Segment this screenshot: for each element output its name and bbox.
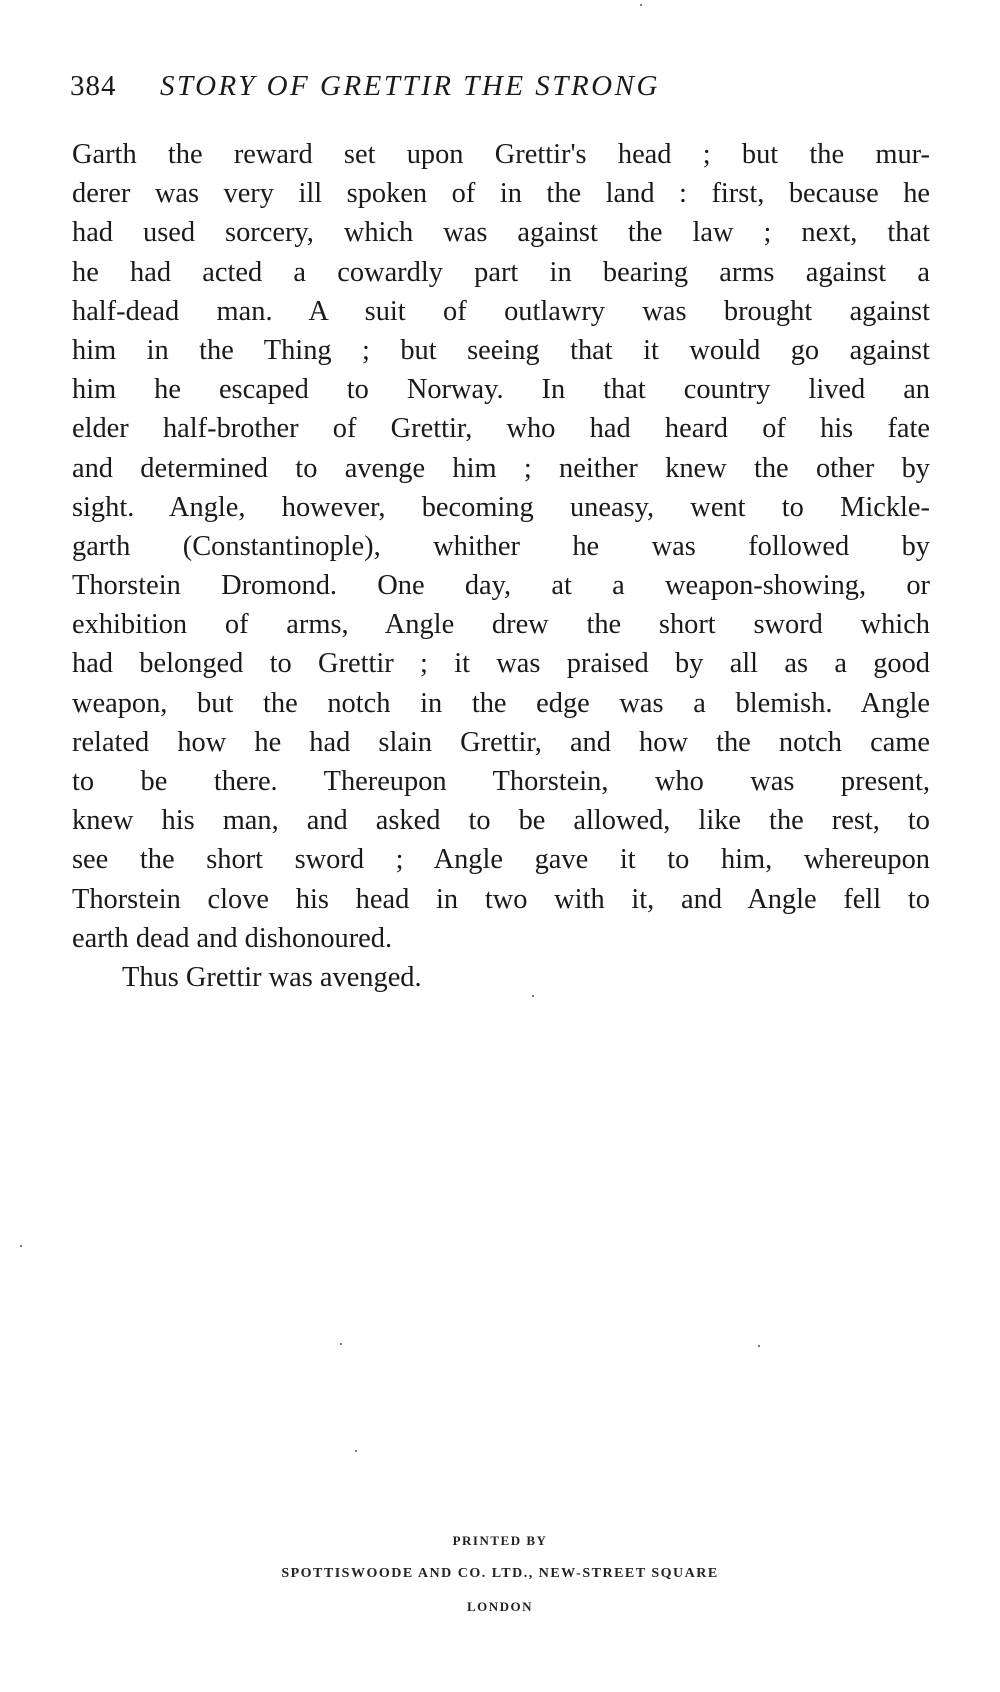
text-line: Thorstein Dromond. One day, at a weapon-showing, or: [72, 570, 930, 602]
scan-speck: [20, 1245, 22, 1247]
text-line: sight. Angle, however, becoming uneasy, went to Mickle-: [72, 491, 930, 523]
text-line: Thorstein clove his head in two with it, and Angle fell to: [72, 883, 930, 915]
text-line: exhibition of arms, Angle drew the short sword which: [72, 609, 930, 641]
imprint-printer: SPOTTISWOODE AND CO. LTD., NEW-STREET SQUARE: [281, 1566, 719, 1581]
scan-speck: [355, 1450, 357, 1452]
body-text: [72, 135, 930, 997]
text-line: knew his man, and asked to be allowed, like the rest, to: [72, 805, 930, 837]
page-number: 384: [70, 70, 117, 102]
scan-speck: [640, 4, 642, 6]
text-line: him he escaped to Norway. In that country lived an: [72, 374, 930, 406]
text-line: see the short sword ; Angle gave it to him, whereupon: [72, 844, 930, 876]
scan-speck: [532, 995, 534, 997]
running-title: STORY OF GRETTIR THE STRONG: [160, 70, 660, 102]
text-line: he had acted a cowardly part in bearing arms against a: [72, 256, 930, 288]
text-line: had used sorcery, which was against the law ; next, that: [72, 217, 930, 249]
text-line: elder half-brother of Grettir, who had heard of his fate: [72, 413, 930, 445]
text-line: had belonged to Grettir ; it was praised by all as a good: [72, 648, 930, 680]
imprint-printed-by: PRINTED BY: [452, 1533, 548, 1548]
text-line: half-dead man. A suit of outlawry was brought against: [72, 295, 930, 327]
text-line: him in the Thing ; but seeing that it would go against: [72, 334, 930, 366]
running-head: [70, 66, 930, 106]
text-line: Garth the reward set upon Grettir's head ; but the mur-: [72, 139, 930, 170]
scan-speck: [340, 1343, 342, 1345]
text-line: garth (Constantinople), whither he was followed by: [72, 530, 930, 562]
text-line: weapon, but the notch in the edge was a blemish. Angle: [72, 687, 930, 719]
text-line: earth dead and dishonoured.: [72, 922, 393, 954]
text-line: and determined to avenge him ; neither knew the other by: [72, 452, 930, 484]
imprint-city: LONDON: [466, 1599, 534, 1614]
text-line: related how he had slain Grettir, and how the notch came: [72, 726, 930, 758]
text-line: to be there. Thereupon Thorstein, who was present,: [72, 766, 930, 797]
text-line: derer was very ill spoken of in the land : first, because he: [72, 178, 930, 210]
closing-line: Thus Grettir was avenged.: [122, 961, 422, 993]
scan-speck: [758, 1345, 760, 1347]
